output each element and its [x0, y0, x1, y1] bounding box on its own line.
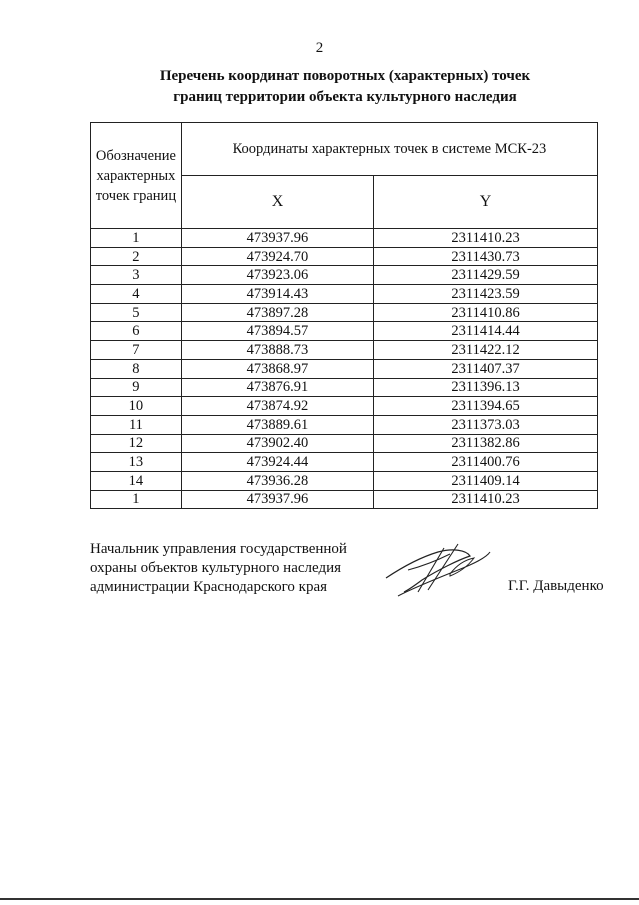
position-line-1: Начальник управления государственной	[90, 541, 347, 557]
cell-y: 2311430.73	[374, 247, 598, 266]
table-row	[91, 490, 598, 509]
cell-x: 473902.40	[181, 434, 373, 453]
table-row	[91, 247, 598, 266]
cell-point: 11	[91, 415, 182, 434]
signatory-name: Г.Г. Давыденко	[508, 578, 604, 594]
cell-x: 473897.28	[181, 303, 373, 322]
cell-y: 2311382.86	[374, 434, 598, 453]
cell-point: 9	[91, 378, 182, 397]
table-row	[91, 359, 598, 378]
position-line-2: охраны объектов культурного наследия	[90, 560, 342, 576]
cell-x: 473923.06	[181, 266, 373, 285]
cell-point: 1	[91, 490, 182, 509]
table-row	[91, 397, 598, 416]
table-row	[91, 341, 598, 360]
cell-x: 473888.73	[181, 341, 373, 360]
table-row	[91, 266, 598, 285]
cell-x: 473868.97	[181, 359, 373, 378]
handwritten-signature	[378, 530, 498, 605]
table-row	[91, 322, 598, 341]
cell-x: 473924.70	[181, 247, 373, 266]
cell-x: 473936.28	[181, 471, 373, 490]
cell-y: 2311422.12	[374, 341, 598, 360]
title-line-2: границ территории объекта культурного наследия	[173, 89, 517, 105]
cell-y: 2311429.59	[374, 266, 598, 285]
cell-point: 1	[91, 229, 182, 248]
table-row	[91, 285, 598, 304]
cell-x: 473937.96	[181, 490, 373, 509]
table-row	[91, 453, 598, 472]
cell-x: 473894.57	[181, 322, 373, 341]
cell-point: 7	[91, 341, 182, 360]
position-line-3: администрации Краснодарского края	[90, 579, 328, 595]
cell-y: 2311410.23	[374, 229, 598, 248]
cell-x: 473914.43	[181, 285, 373, 304]
header-y: Y	[374, 176, 598, 229]
cell-y: 2311394.65	[374, 397, 598, 416]
signatory-position	[90, 540, 347, 597]
cell-point: 13	[91, 453, 182, 472]
cell-point: 8	[91, 359, 182, 378]
cell-point: 5	[91, 303, 182, 322]
header-coordinate-system: Координаты характерных точек в системе МСК-23	[181, 123, 597, 176]
coordinates-table	[90, 122, 598, 509]
document-title	[90, 66, 600, 108]
page-number: 2	[315, 40, 324, 56]
cell-point: 14	[91, 471, 182, 490]
table-row	[91, 415, 598, 434]
cell-x: 473876.91	[181, 378, 373, 397]
cell-y: 2311407.37	[374, 359, 598, 378]
cell-point: 12	[91, 434, 182, 453]
cell-point: 3	[91, 266, 182, 285]
cell-y: 2311414.44	[374, 322, 598, 341]
cell-y: 2311410.23	[374, 490, 598, 509]
table-row	[91, 229, 598, 248]
cell-x: 473937.96	[181, 229, 373, 248]
header-designation: Обозначение характерных точек границ	[91, 123, 182, 229]
table-row	[91, 434, 598, 453]
cell-point: 6	[91, 322, 182, 341]
cell-y: 2311423.59	[374, 285, 598, 304]
cell-point: 10	[91, 397, 182, 416]
table-row	[91, 378, 598, 397]
cell-point: 4	[91, 285, 182, 304]
cell-y: 2311410.86	[374, 303, 598, 322]
title-line-1: Перечень координат поворотных (характерных) точек	[159, 68, 531, 84]
cell-y: 2311373.03	[374, 415, 598, 434]
page-bottom-rule	[0, 898, 639, 900]
cell-point: 2	[91, 247, 182, 266]
cell-y: 2311409.14	[374, 471, 598, 490]
header-x: X	[181, 176, 373, 229]
table-row	[91, 303, 598, 322]
cell-x: 473889.61	[181, 415, 373, 434]
cell-x: 473924.44	[181, 453, 373, 472]
cell-x: 473874.92	[181, 397, 373, 416]
cell-y: 2311396.13	[374, 378, 598, 397]
cell-y: 2311400.76	[374, 453, 598, 472]
table-row	[91, 471, 598, 490]
table-body	[91, 229, 598, 509]
